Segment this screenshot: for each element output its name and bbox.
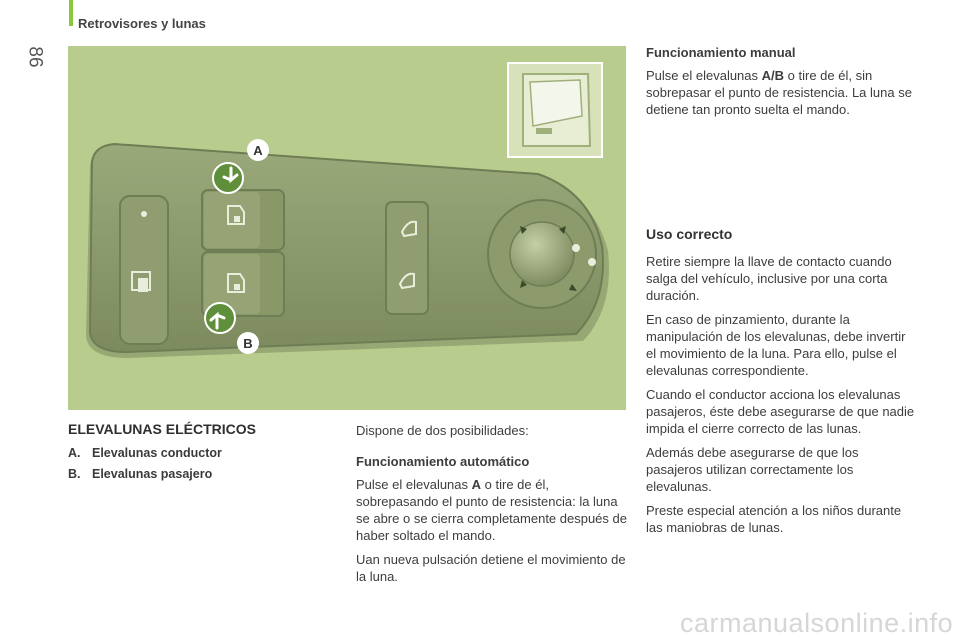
svg-text:A: A bbox=[253, 143, 263, 158]
svg-text:B: B bbox=[243, 336, 253, 351]
manual-mode-title: Funcionamiento manual bbox=[646, 45, 796, 60]
section-title: Retrovisores y lunas bbox=[78, 16, 206, 31]
switch-key-ab: A/B bbox=[761, 68, 785, 83]
callout-a bbox=[247, 139, 269, 161]
legend-item-b bbox=[68, 467, 222, 481]
legend-list bbox=[68, 446, 222, 488]
switch-key-a: A bbox=[471, 477, 482, 492]
manual-mode-paragraph: Pulse el elevalunas A/B o tire de él, sin sobrepasar el punto de resistencia. La luna se detiene tan pronto suelta el mando. bbox=[646, 68, 912, 117]
correct-use-paragraph: Además debe asegurarse de que los pasajeros utilizan correctamente los elevalunas. bbox=[646, 445, 859, 494]
right-column bbox=[646, 44, 916, 125]
middle-column bbox=[356, 422, 628, 592]
correct-use-section bbox=[646, 226, 916, 543]
auto-mode-title: Funcionamiento automático bbox=[356, 454, 530, 469]
section-accent-bar bbox=[69, 0, 73, 26]
legend-label: Elevalunas conductor bbox=[92, 446, 222, 460]
lock-button bbox=[120, 196, 168, 344]
correct-use-paragraph: Cuando el conductor acciona los elevalunas pasajeros, éste debe asegurarse de que nadie impida el cierre correcto de las lunas. bbox=[646, 387, 915, 436]
legend-key: A. bbox=[68, 446, 81, 460]
window-switch-illustration bbox=[68, 46, 626, 410]
door-thumbnail bbox=[508, 63, 602, 157]
correct-use-paragraph: Preste especial atención a los niños durante las maniobras de lunas. bbox=[646, 503, 902, 535]
mirror-fold-switch bbox=[386, 202, 428, 314]
intro-text: Dispone de dos posibilidades: bbox=[356, 423, 529, 438]
correct-use-paragraph: En caso de pinzamiento, durante la manipulación de los elevalunas, debe invertir el movimiento de la luna. Para ello, pulse el elevalunas correspondiente. bbox=[646, 312, 906, 378]
legend-key: B. bbox=[68, 467, 81, 481]
arrow-a-icon bbox=[213, 163, 243, 193]
legend-label: Elevalunas pasajero bbox=[92, 467, 213, 481]
correct-use-paragraph: Retire siempre la llave de contacto cuando salga del vehículo, inclusive por una corta duración. bbox=[646, 254, 892, 303]
arrow-b-icon bbox=[205, 303, 235, 333]
watermark: carmanualsonline.info bbox=[680, 608, 954, 638]
window-switch-a bbox=[202, 190, 284, 250]
callout-b bbox=[237, 332, 259, 354]
auto-mode-paragraph-2: Uan nueva pulsación detiene el movimiento de la luna. bbox=[356, 552, 626, 584]
auto-mode-paragraph-1: Pulse el elevalunas A o tire de él, sobrepasando el punto de resistencia: la luna se abre o se cierra completamente después de haber soltado el mando. bbox=[356, 477, 627, 543]
correct-use-heading: Uso correcto bbox=[646, 226, 733, 242]
mirror-adjust-knob bbox=[488, 200, 596, 308]
page-number: 86 bbox=[24, 46, 46, 68]
main-heading: ELEVALUNAS ELÉCTRICOS bbox=[68, 421, 256, 437]
legend-item-a bbox=[68, 446, 222, 460]
